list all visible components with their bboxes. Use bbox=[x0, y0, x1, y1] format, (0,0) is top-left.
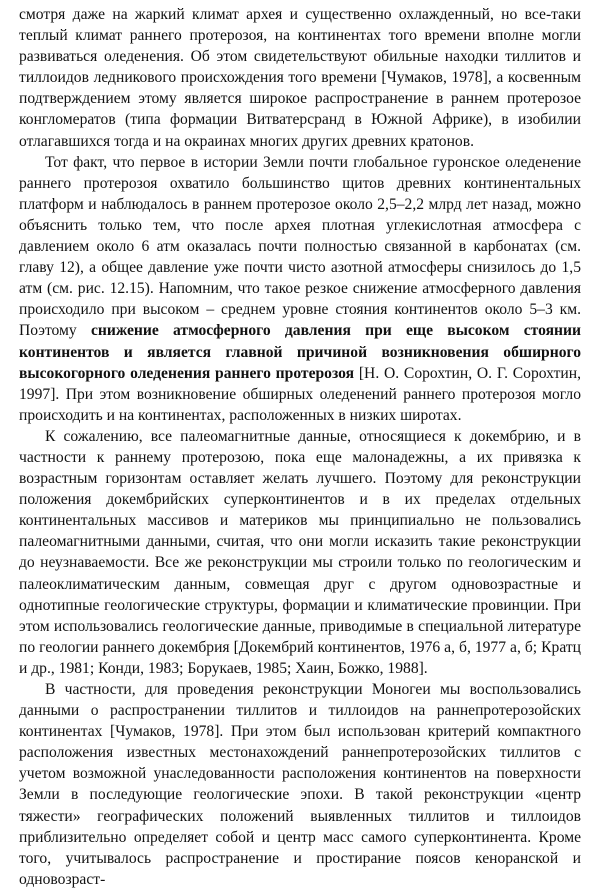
paragraph-3-text: К сожалению, все палеомагнитные данные, относящиеся к докембрию, и в частности к раннему протерозою, пока еще малонадежны, а их привязка к возрастным горизонтам оставляет желать лучшего. Поэтому для реконструкции положения докембрийских суперконтинентов и в их пределах отдельных континентальных массивов и материков мы принципиально не пользовались палеомагнитными данными, считая, что они могли исказить такие реконструкции до неузнаваемости. Все же реконструкции мы строили только по геологическим и палеоклиматическим данным, совмещая друг с другом одновозрастные и однотипные геологические структуры, формации и климатические провинции. При этом использовались геологические данные, приводимые в специальной литературе по геологии раннего докембрия [Докембрий континентов, 1976 а, б, 1977 а, б; Кратц и др., 1981; Конди, 1983; Борукаев, 1985; Хаин, Божко, 1988]. bbox=[19, 427, 581, 677]
paragraph-1 bbox=[19, 4, 581, 152]
paragraph-2-bold-statement: снижение атмосферного давления при еще высоком стоянии континентов и является главной причиной возникновения обширного высокогорного оледенения раннего протерозоя bbox=[19, 322, 581, 382]
paragraph-3 bbox=[19, 426, 581, 679]
paragraph-4 bbox=[19, 679, 581, 890]
paragraph-2 bbox=[19, 152, 581, 426]
paragraph-1-text: смотря даже на жаркий климат архея и существенно охлажденный, но все-таки теплый климат раннего протерозоя, на континентах того времени вполне могли развиваться оледенения. Об этом свидетельствуют обильные находки тиллитов и тиллоидов ледникового происхождения того времени [Чумаков, 1978], а косвенным подтверждением этому является широкое распространение в раннем протерозое конгломератов (типа формации Витватерсранд в Южной Африке), в изобилии отлагавшихся тогда и на окраинах многих других древних кратонов. bbox=[19, 6, 581, 150]
paragraph-2-text-b: [Н. О. Сорохтин, О. Г. Сорохтин, 1997]. При этом возникновение обширных оледенений раннего протерозоя могло происходить и на континентах, расположенных в низких широтах. bbox=[19, 364, 581, 424]
paragraph-2-text-a: Тот факт, что первое в истории Земли почти глобальное гуронское оледенение раннего протерозоя охватило большинство щитов древних континентальных платформ и наблюдалось в раннем протерозое около 2,5–2,2 млрд лет назад, можно объяснить только тем, что после архея плотная углекислотная атмосфера с давлением около 6 атм оказалась почти полностью связанной в карбонатах (см. главу 12), а общее давление уже почти чисто азотной атмосферы снизилось до 1,5 атм (см. рис. 12.15). Напомним, что такое резкое снижение атмосферного давления происходило при высоком – среднем уровне стояния континентов около 5–3 км. Поэтому bbox=[19, 153, 581, 340]
paragraph-4-text: В частности, для проведения реконструкции Моногеи мы воспользовались данными о распространении тиллитов и тиллоидов на раннепротерозойских континентах [Чумаков, 1978]. При этом был использован критерий компактного расположения известных местонахождений раннепротерозойских тиллитов с учетом возможной унаследованности расположения континентов на поверхности Земли в последующие геологические эпохи. В такой реконструкции «центр тяжести» географических положений выявленных тиллитов и тиллоидов приблизительно определяет собой и центр масс самого суперконтинента. Кроме того, учитывалось распространение и простирание поясов кеноранской и одновозраст- bbox=[19, 681, 581, 888]
